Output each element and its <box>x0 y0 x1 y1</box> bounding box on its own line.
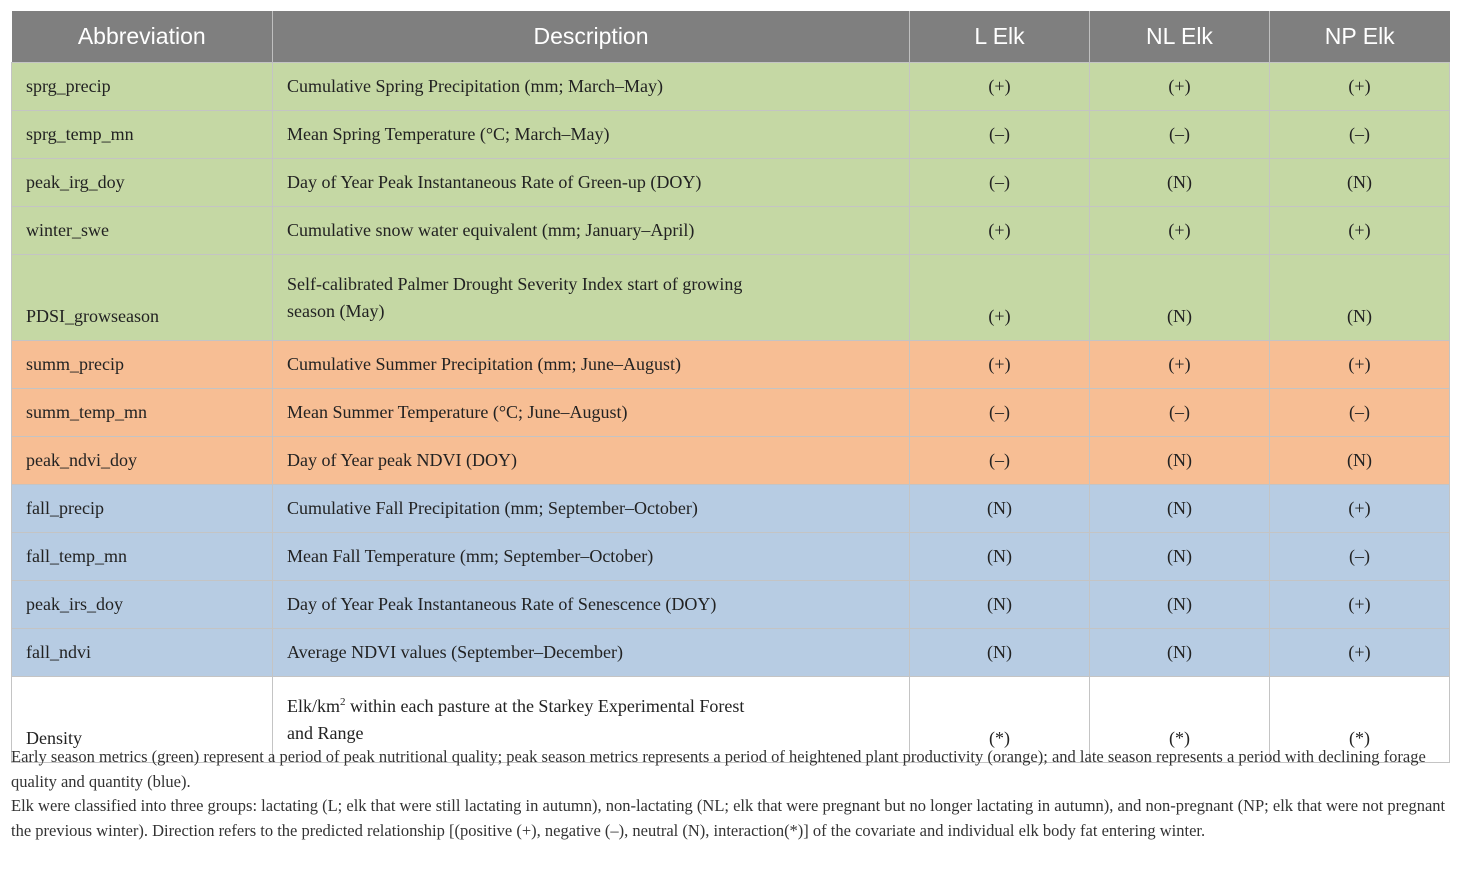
np-elk-cell: (+) <box>1270 63 1450 111</box>
nl-elk-cell: (+) <box>1090 63 1270 111</box>
abbreviation-cell: peak_irs_doy <box>12 581 273 629</box>
table-row <box>12 485 1450 533</box>
description-cell: Cumulative Spring Precipitation (mm; March–May) <box>273 63 910 111</box>
l-elk-cell: (–) <box>910 159 1090 207</box>
l-elk-cell: (*) <box>910 677 1090 763</box>
np-elk-cell: (N) <box>1270 159 1450 207</box>
table-row <box>12 207 1450 255</box>
l-elk-cell: (–) <box>910 389 1090 437</box>
description-cell: Cumulative Summer Precipitation (mm; June–August) <box>273 341 910 389</box>
np-elk-cell: (–) <box>1270 111 1450 159</box>
abbreviation-cell: peak_ndvi_doy <box>12 437 273 485</box>
note-elk-groups: Elk were classified into three groups: lactating (L; elk that were still lactating in autumn), non-lactating (NL; elk that were pregnant but no longer lactating in autumn), and non-pregnant (NP; elk that were not pregnant the previous winter). Direction refers to the predicted relationship [(positive (+), negative (–), neutral (N), interaction(*)] of the covariate and individual elk body fat entering winter. <box>11 796 1446 840</box>
nl-elk-cell: (N) <box>1090 629 1270 677</box>
nl-elk-cell: (–) <box>1090 389 1270 437</box>
header-nl-elk: NL Elk <box>1090 11 1270 63</box>
abbreviation-cell: sprg_temp_mn <box>12 111 273 159</box>
abbreviation-cell: PDSI_growseason <box>12 255 273 341</box>
header-np-elk: NP Elk <box>1270 11 1450 63</box>
description-cell: Mean Spring Temperature (°C; March–May) <box>273 111 910 159</box>
superscript: 2 <box>340 695 346 708</box>
header-abbreviation: Abbreviation <box>12 11 273 63</box>
header-l-elk: L Elk <box>910 11 1090 63</box>
abbreviation-cell: Density <box>12 677 273 763</box>
description-cell: Cumulative snow water equivalent (mm; January–April) <box>273 207 910 255</box>
table-row <box>12 629 1450 677</box>
table-row <box>12 581 1450 629</box>
np-elk-cell: (+) <box>1270 341 1450 389</box>
np-elk-cell: (–) <box>1270 533 1450 581</box>
np-elk-cell: (+) <box>1270 207 1450 255</box>
table-row <box>12 533 1450 581</box>
header-row <box>12 11 1450 63</box>
abbreviation-cell: sprg_precip <box>12 63 273 111</box>
l-elk-cell: (N) <box>910 485 1090 533</box>
nl-elk-cell: (N) <box>1090 581 1270 629</box>
np-elk-cell: (–) <box>1270 389 1450 437</box>
nl-elk-cell: (N) <box>1090 485 1270 533</box>
description-cell: Mean Summer Temperature (°C; June–August) <box>273 389 910 437</box>
description-cell: Day of Year Peak Instantaneous Rate of Green-up (DOY) <box>273 159 910 207</box>
table-row <box>12 159 1450 207</box>
table-notes <box>11 745 1451 843</box>
l-elk-cell: (N) <box>910 533 1090 581</box>
description-cell <box>273 255 910 341</box>
abbreviation-cell: summ_precip <box>12 341 273 389</box>
description-line-1: Self-calibrated Palmer Drought Severity Index start of growing <box>287 273 743 294</box>
np-elk-cell: (N) <box>1270 437 1450 485</box>
nl-elk-cell: (N) <box>1090 533 1270 581</box>
abbreviation-cell: fall_temp_mn <box>12 533 273 581</box>
nl-elk-cell: (–) <box>1090 111 1270 159</box>
description-line-2: season (May) <box>287 300 385 321</box>
np-elk-cell: (+) <box>1270 485 1450 533</box>
nl-elk-cell: (N) <box>1090 159 1270 207</box>
description-prefix: Elk/km <box>287 695 340 716</box>
abbreviation-cell: fall_ndvi <box>12 629 273 677</box>
abbreviation-cell: peak_irg_doy <box>12 159 273 207</box>
description-cell: Day of Year Peak Instantaneous Rate of Senescence (DOY) <box>273 581 910 629</box>
l-elk-cell: (N) <box>910 581 1090 629</box>
l-elk-cell: (–) <box>910 111 1090 159</box>
np-elk-cell: (N) <box>1270 255 1450 341</box>
abbreviation-cell: fall_precip <box>12 485 273 533</box>
table-row <box>12 255 1450 341</box>
nl-elk-cell: (N) <box>1090 255 1270 341</box>
table-row <box>12 63 1450 111</box>
description-cell: Mean Fall Temperature (mm; September–October) <box>273 533 910 581</box>
description-line-2: and Range <box>287 722 364 743</box>
note-season-colors: Early season metrics (green) represent a period of peak nutritional quality; peak season metrics represents a period of heightened plant productivity (orange); and late season represents a period with declining forage quality and quantity (blue). <box>11 747 1426 791</box>
nl-elk-cell: (+) <box>1090 341 1270 389</box>
np-elk-cell: (*) <box>1270 677 1450 763</box>
l-elk-cell: (+) <box>910 341 1090 389</box>
table-row <box>12 437 1450 485</box>
np-elk-cell: (+) <box>1270 581 1450 629</box>
nl-elk-cell: (+) <box>1090 207 1270 255</box>
table-wrapper <box>11 11 1449 763</box>
description-cell: Cumulative Fall Precipitation (mm; September–October) <box>273 485 910 533</box>
l-elk-cell: (–) <box>910 437 1090 485</box>
covariate-table <box>11 11 1450 763</box>
l-elk-cell: (N) <box>910 629 1090 677</box>
l-elk-cell: (+) <box>910 255 1090 341</box>
l-elk-cell: (+) <box>910 207 1090 255</box>
nl-elk-cell: (N) <box>1090 437 1270 485</box>
table-row <box>12 341 1450 389</box>
l-elk-cell: (+) <box>910 63 1090 111</box>
description-suffix: within each pasture at the Starkey Experimental Forest <box>345 695 745 716</box>
nl-elk-cell: (*) <box>1090 677 1270 763</box>
table-row <box>12 389 1450 437</box>
table-row <box>12 111 1450 159</box>
description-cell: Day of Year peak NDVI (DOY) <box>273 437 910 485</box>
abbreviation-cell: winter_swe <box>12 207 273 255</box>
description-cell: Average NDVI values (September–December) <box>273 629 910 677</box>
header-description: Description <box>273 11 910 63</box>
abbreviation-cell: summ_temp_mn <box>12 389 273 437</box>
np-elk-cell: (+) <box>1270 629 1450 677</box>
